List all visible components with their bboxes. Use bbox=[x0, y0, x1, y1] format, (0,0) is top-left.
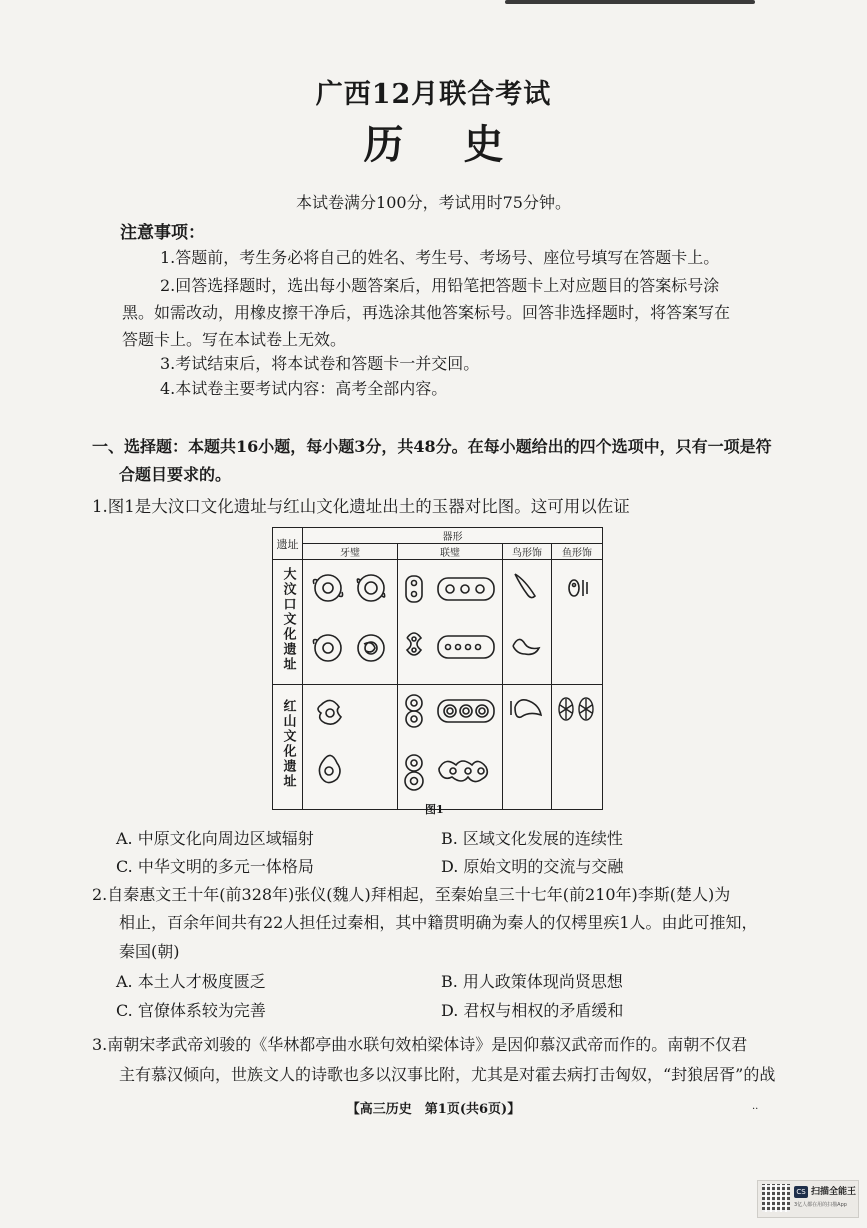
question-3-line-2: 主有慕汉倾向，世族文人的诗歌也多以汉事比附，尤其是对霍去病打击匈奴，“封狼居胥”的战 bbox=[119, 1065, 776, 1084]
scanner-tagline: 3亿人都在用的扫描App bbox=[794, 1202, 847, 1208]
question-3-line-1: 3.南朝宋孝武帝刘骏的《华林都亭曲水联句效柏梁体诗》是因仰慕汉武帝而作的。南朝不仅君 bbox=[92, 1035, 748, 1054]
hongshan-bird-cell bbox=[503, 685, 552, 810]
dawenkou-bird-cell bbox=[503, 560, 552, 685]
row-hongshan-text: 红山文化遗址 bbox=[280, 699, 296, 789]
dawenkou-lianbi-cell bbox=[398, 560, 503, 685]
question-2-line-1: 2.自秦惠文王十年(前328年)张仪(魏人)拜相起，至秦始皇三十七年(前210年)李斯(楚人)为 bbox=[92, 885, 731, 904]
footer-mark: .. bbox=[752, 1101, 759, 1112]
exam-subtitle: 本试卷满分100分，考试用时75分钟。 bbox=[296, 193, 571, 212]
row-dawenkou-label bbox=[273, 560, 303, 685]
dawenkou-fish-cell bbox=[552, 560, 603, 685]
col-shape-header: 器形 bbox=[303, 528, 603, 544]
page-footer: 【高三历史 第1页(共6页)】 bbox=[346, 1102, 521, 1117]
hongshan-fish-cell bbox=[552, 685, 603, 810]
question-1-stem: 1.图1是大汶口文化遗址与红山文化遗址出土的玉器对比图。这可用以佐证 bbox=[92, 497, 630, 516]
notice-line-5: 3.考试结束后，将本试卷和答题卡一并交回。 bbox=[160, 354, 480, 373]
question-2-line-2: 相止，百余年间共有22人担任过秦相，其中籍贯明确为秦人的仅樗里疾1人。由此可推知， bbox=[119, 913, 758, 932]
notice-line-2: 2.回答选择题时，选出每小题答案后，用铅笔把答题卡上对应题目的答案标号涂 bbox=[160, 276, 720, 295]
col-site-header: 遗址 bbox=[273, 528, 303, 560]
dawenkou-fish-drawing bbox=[552, 560, 602, 680]
top-scan-edge bbox=[505, 0, 755, 4]
hongshan-lianbi-cell bbox=[398, 685, 503, 810]
q2-option-b: B. 用人政策体现尚贤思想 bbox=[441, 972, 623, 991]
q2-option-d: D. 君权与相权的矛盾缓和 bbox=[441, 1001, 624, 1020]
figure-1-caption: 图1 bbox=[425, 803, 444, 816]
hongshan-yabi-drawing bbox=[303, 685, 397, 805]
notice-heading: 注意事项： bbox=[120, 223, 205, 243]
col-fish: 鱼形饰 bbox=[552, 544, 603, 560]
hongshan-lianbi-drawing bbox=[398, 685, 502, 805]
q1-option-d: D. 原始文明的交流与交融 bbox=[441, 857, 624, 876]
notice-line-1: 1.答题前，考生务必将自己的姓名、考生号、考场号、座位号填写在答题卡上。 bbox=[160, 248, 720, 267]
notice-line-4: 答题卡上。写在本试卷上无效。 bbox=[122, 330, 347, 349]
row-hongshan-label bbox=[273, 685, 303, 810]
notice-line-6: 4.本试卷主要考试内容：高考全部内容。 bbox=[160, 379, 448, 398]
q2-option-c: C. 官僚体系较为完善 bbox=[116, 1001, 266, 1020]
section-heading-line-2: 合题目要求的。 bbox=[119, 465, 232, 484]
dawenkou-lianbi-drawing bbox=[398, 560, 502, 680]
q2-option-a: A. 本土人才极度匮乏 bbox=[116, 972, 266, 991]
q1-option-a: A. 中原文化向周边区域辐射 bbox=[116, 829, 314, 848]
section-heading-line-1: 一、选择题：本题共16小题，每小题3分，共48分。在每小题给出的四个选项中，只有一项是符 bbox=[92, 437, 772, 456]
col-lianbi: 联璧 bbox=[398, 544, 503, 560]
col-yabi: 牙璧 bbox=[303, 544, 398, 560]
scanner-watermark bbox=[757, 1180, 859, 1218]
row-dawenkou-text: 大汶口文化遗址 bbox=[280, 566, 296, 672]
col-bird: 鸟形饰 bbox=[503, 544, 552, 560]
figure-1-table bbox=[272, 527, 603, 789]
exam-title: 广西12月联合考试 bbox=[315, 79, 552, 110]
hongshan-fish-drawing bbox=[552, 685, 602, 805]
q1-option-b: B. 区域文化发展的连续性 bbox=[441, 829, 623, 848]
question-2-line-3: 秦国(朝) bbox=[119, 942, 180, 961]
notice-line-3: 黑。如需改动，用橡皮擦干净后，再选涂其他答案标号。回答非选择题时，将答案写在 bbox=[122, 303, 731, 322]
scanner-name: 扫描全能王 bbox=[811, 1187, 857, 1197]
dawenkou-yabi-cell bbox=[303, 560, 398, 685]
hongshan-yabi-cell bbox=[303, 685, 398, 810]
subject-title: 历史 bbox=[363, 121, 564, 168]
dawenkou-yabi-drawing bbox=[303, 560, 397, 680]
q1-option-c: C. 中华文明的多元一体格局 bbox=[116, 857, 314, 876]
hongshan-bird-drawing bbox=[503, 685, 551, 805]
dawenkou-bird-drawing bbox=[503, 560, 551, 680]
scanner-logo-icon: CS bbox=[794, 1186, 808, 1198]
